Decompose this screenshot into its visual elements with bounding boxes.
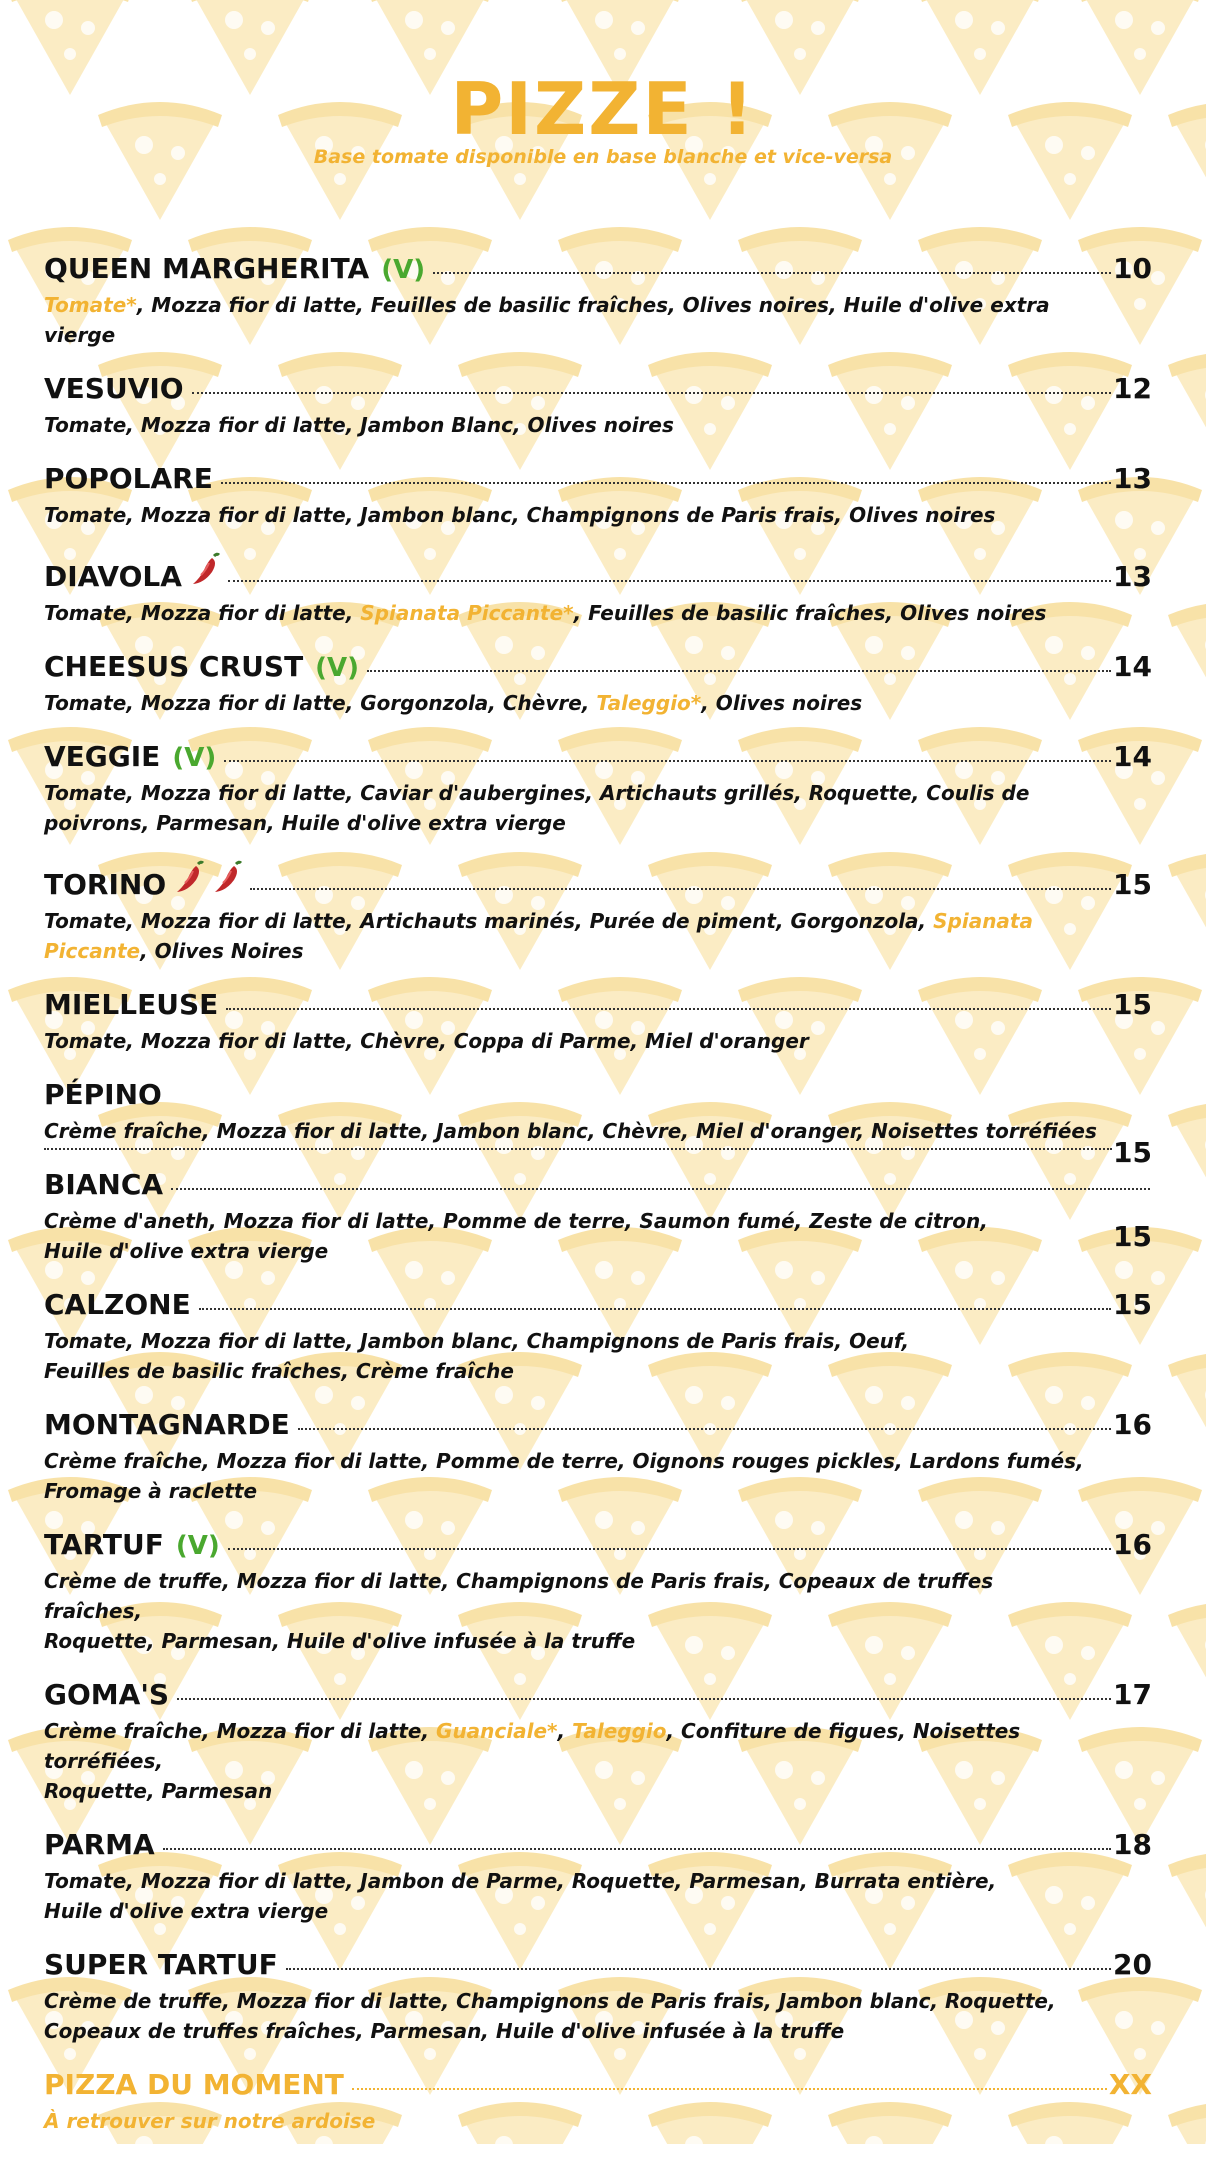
ingredient-text: , Mozza fior di latte, Feuilles de basilic fraîches, Olives noires, Huile d'olive extra vierge <box>44 293 1050 347</box>
menu-item <box>44 988 1152 1056</box>
pizza-list <box>44 252 1152 2158</box>
pizza-price: XX <box>1108 2068 1152 2101</box>
pizza-name: MIELLEUSE <box>44 988 219 1021</box>
pizza-price: 20 <box>1113 1948 1152 1981</box>
menu-item <box>44 372 1152 440</box>
ingredient-text: , Feuilles de basilic fraîches, Olives noires <box>573 601 1047 625</box>
pizza-ingredients <box>44 1866 1084 1926</box>
ingredient-text: Crème de truffe, Mozza fior di latte, Champignons de Paris frais, Jambon blanc, Roquette, <box>44 1989 1056 2013</box>
highlight-ingredient: Spianata Piccante* <box>360 601 574 625</box>
menu-item <box>44 860 1152 966</box>
menu-item <box>44 2068 1152 2136</box>
ingredient-text: Fromage à raclette <box>44 1479 258 1503</box>
pizza-name: QUEEN MARGHERITA <box>44 252 370 285</box>
menu-item-header <box>44 860 1152 902</box>
menu-item <box>44 1828 1152 1926</box>
pizza-name: PÉPINO <box>44 1078 162 1111</box>
ingredient-text: Roquette, Parmesan, Huile d'olive infusée à la truffe <box>44 1629 636 1653</box>
ingredient-text: Crème fraîche, Mozza fior di latte, <box>44 1719 437 1743</box>
pizza-ingredients <box>44 1446 1084 1506</box>
pizza-name: MONTAGNARDE <box>44 1408 290 1441</box>
pizza-name: SUPER TARTUF <box>44 1948 278 1981</box>
vegetarian-badge: (V) <box>175 1531 220 1561</box>
pizza-price: 17 <box>1113 1678 1152 1711</box>
menu-item-header <box>44 1408 1152 1442</box>
dot-leader <box>224 760 1111 762</box>
menu-item-header <box>44 1528 1152 1562</box>
ingredient-text: Tomate, Mozza fior di latte, Jambon blanc, Champignons de Paris frais, Oeuf, <box>44 1329 910 1353</box>
chili-pepper-icon <box>190 552 220 586</box>
menu-item <box>44 650 1152 718</box>
ingredient-text: Huile d'olive extra vierge <box>44 1899 329 1923</box>
dot-leader <box>250 888 1111 890</box>
pizza-ingredients <box>44 1116 1114 1146</box>
menu-item <box>44 552 1152 628</box>
ingredient-text: Crème de truffe, Mozza fior di latte, Champignons de Paris frais, Copeaux de truffes fraîches, <box>44 1569 994 1623</box>
ingredient-text: Tomate, Mozza fior di latte, Chèvre, Coppa di Parme, Miel d'oranger <box>44 1029 809 1053</box>
pizza-name: CALZONE <box>44 1288 191 1321</box>
pizza-ingredients <box>44 1566 1084 1656</box>
pizza-price: 16 <box>1113 1408 1152 1441</box>
pizza-name: CHEESUS CRUST <box>44 650 304 683</box>
dot-leader <box>286 1968 1111 1970</box>
pizza-name: VEGGIE <box>44 740 161 773</box>
menu-item <box>44 1678 1152 1806</box>
menu-item-header <box>44 462 1152 496</box>
pizza-price: 14 <box>1113 650 1152 683</box>
menu-item-header <box>44 552 1152 594</box>
ingredient-text: Tomate, Mozza fior di latte, Jambon de Parme, Roquette, Parmesan, Burrata entière, <box>44 1869 997 1893</box>
pizza-price: 14 <box>1113 740 1152 773</box>
dot-leader <box>433 272 1111 274</box>
ingredient-text: , Confiture de figues, Noisettes torréfiées, <box>44 1719 1021 1773</box>
menu-item <box>44 1528 1152 1656</box>
menu-item-header <box>44 1288 1152 1322</box>
pizza-price: 10 <box>1113 252 1152 285</box>
ingredient-text: Copeaux de truffes fraîches, Parmesan, Huile d'olive infusée à la truffe <box>44 2019 845 2043</box>
ingredient-text: Tomate, Mozza fior di latte, Artichauts marinés, Purée de piment, Gorgonzola, <box>44 909 934 933</box>
menu-item <box>44 1078 1152 1169</box>
menu-item <box>44 252 1152 350</box>
highlight-ingredient: Taleggio <box>572 1719 667 1743</box>
dot-leader <box>192 392 1111 394</box>
dot-leader <box>228 580 1111 582</box>
dot-leader <box>171 1188 1150 1190</box>
menu-item-header <box>44 2068 1152 2102</box>
ingredient-text: À retrouver sur notre ardoise <box>44 2109 376 2133</box>
menu-item-header <box>44 740 1152 774</box>
pizza-ingredients <box>44 906 1084 966</box>
pizza-price: 15 <box>1113 1220 1152 1253</box>
pizza-ingredients <box>44 410 1084 440</box>
menu-item <box>44 1408 1152 1506</box>
pizza-ingredients <box>44 290 1084 350</box>
vegetarian-badge: (V) <box>381 255 426 285</box>
pizza-ingredients <box>44 1206 1084 1266</box>
ingredient-text: Crème d'aneth, Mozza fior di latte, Pomme de terre, Saumon fumé, Zeste de citron, <box>44 1209 988 1233</box>
ingredient-text: Tomate, Mozza fior di latte, Jambon blanc, Champignons de Paris frais, Olives noires <box>44 503 996 527</box>
pizza-name: TORINO <box>44 868 167 901</box>
menu-item <box>44 1168 1152 1266</box>
pizza-price: 13 <box>1113 560 1152 593</box>
highlight-ingredient: Tomate* <box>44 293 137 317</box>
dot-leader <box>221 482 1111 484</box>
highlight-ingredient: Spianata Piccante <box>44 909 1033 963</box>
chili-pepper-icon <box>212 860 242 894</box>
menu-item <box>44 740 1152 838</box>
pizza-ingredients <box>44 688 1084 718</box>
ingredient-text: Tomate, Mozza fior di latte, Caviar d'aubergines, Artichauts grillés, Roquette, Coulis de poivrons, Parmesan, Huile d'olive extra vierge <box>44 781 1030 835</box>
chili-pepper-icon <box>174 860 204 894</box>
ingredient-text: Tomate, Mozza fior di latte, Gorgonzola, Chèvre, <box>44 691 597 715</box>
dot-leader <box>352 2088 1107 2090</box>
vegetarian-badge: (V) <box>172 743 217 773</box>
menu-item <box>44 1288 1152 1386</box>
menu-item-header <box>44 988 1152 1022</box>
pizza-ingredients <box>44 500 1084 530</box>
dot-leader <box>44 1148 1112 1150</box>
highlight-ingredient: Taleggio* <box>596 691 702 715</box>
pizza-ingredients <box>44 1326 1084 1386</box>
dot-leader <box>298 1428 1111 1430</box>
page-title: PIZZE ! <box>450 67 756 151</box>
menu-item-header <box>44 650 1152 684</box>
pizza-name: GOMA'S <box>44 1678 170 1711</box>
pizza-name: PIZZA DU MOMENT <box>44 2068 344 2101</box>
dot-leader <box>199 1308 1111 1310</box>
ingredient-text: Feuilles de basilic fraîches, Crème fraîche <box>44 1359 514 1383</box>
ingredient-text: Roquette, Parmesan <box>44 1779 273 1803</box>
ingredient-text: Tomate, Mozza fior di latte, <box>44 601 361 625</box>
ingredient-text: , <box>557 1719 573 1743</box>
pizza-name: BIANCA <box>44 1168 164 1201</box>
pizza-price: 12 <box>1113 372 1152 405</box>
menu-item-header <box>44 372 1152 406</box>
menu-item-header <box>44 1948 1152 1982</box>
pizza-name: POPOLARE <box>44 462 213 495</box>
pizza-ingredients <box>44 778 1084 838</box>
pizza-name: VESUVIO <box>44 372 184 405</box>
pizza-name: PARMA <box>44 1828 155 1861</box>
page-subtitle: Base tomate disponible en base blanche et vice-versa <box>313 146 893 168</box>
ingredient-text: , Olives noires <box>701 691 863 715</box>
vegetarian-badge: (V) <box>315 653 360 683</box>
menu-item-header <box>44 1828 1152 1862</box>
pizza-price: 13 <box>1113 462 1152 495</box>
dot-leader <box>226 1008 1111 1010</box>
menu-item <box>44 462 1152 530</box>
dot-leader <box>228 1548 1111 1550</box>
ingredient-text: Crème fraîche, Mozza fior di latte, Pomme de terre, Oignons rouges pickles, Lardons fumés, <box>44 1449 1084 1473</box>
pizza-price: 18 <box>1113 1828 1152 1861</box>
menu-item-header <box>44 1168 1152 1202</box>
pizza-price: 15 <box>1113 868 1152 901</box>
pizza-ingredients <box>44 2106 1084 2136</box>
ingredient-text: Crème fraîche, Mozza fior di latte, Jambon blanc, Chèvre, Miel d'oranger, Noisettes torréfiées <box>44 1119 1097 1143</box>
pizza-name: DIAVOLA <box>44 560 182 593</box>
dot-leader <box>163 1848 1111 1850</box>
menu-item-header <box>44 252 1152 286</box>
pizza-name: TARTUF <box>44 1528 164 1561</box>
menu-item-header <box>44 1678 1152 1712</box>
pizza-ingredients <box>44 1986 1084 2046</box>
pizza-price: 15 <box>1113 1136 1152 1169</box>
menu-item <box>44 1948 1152 2046</box>
ingredient-text: , Olives Noires <box>140 939 304 963</box>
pizza-price: 16 <box>1113 1528 1152 1561</box>
pizza-ingredients <box>44 1026 1084 1056</box>
pizza-price: 15 <box>1113 1288 1152 1321</box>
pizza-ingredients <box>44 1716 1084 1806</box>
ingredient-text: Huile d'olive extra vierge <box>44 1239 329 1263</box>
menu-header <box>0 68 1206 168</box>
menu-item-header <box>44 1078 1152 1112</box>
ingredient-text: Tomate, Mozza fior di latte, Jambon Blanc, Olives noires <box>44 413 674 437</box>
pizza-ingredients <box>44 598 1084 628</box>
dot-leader <box>177 1698 1111 1700</box>
dot-leader <box>367 670 1111 672</box>
highlight-ingredient: Guanciale* <box>436 1719 558 1743</box>
pizza-price: 15 <box>1113 988 1152 1021</box>
